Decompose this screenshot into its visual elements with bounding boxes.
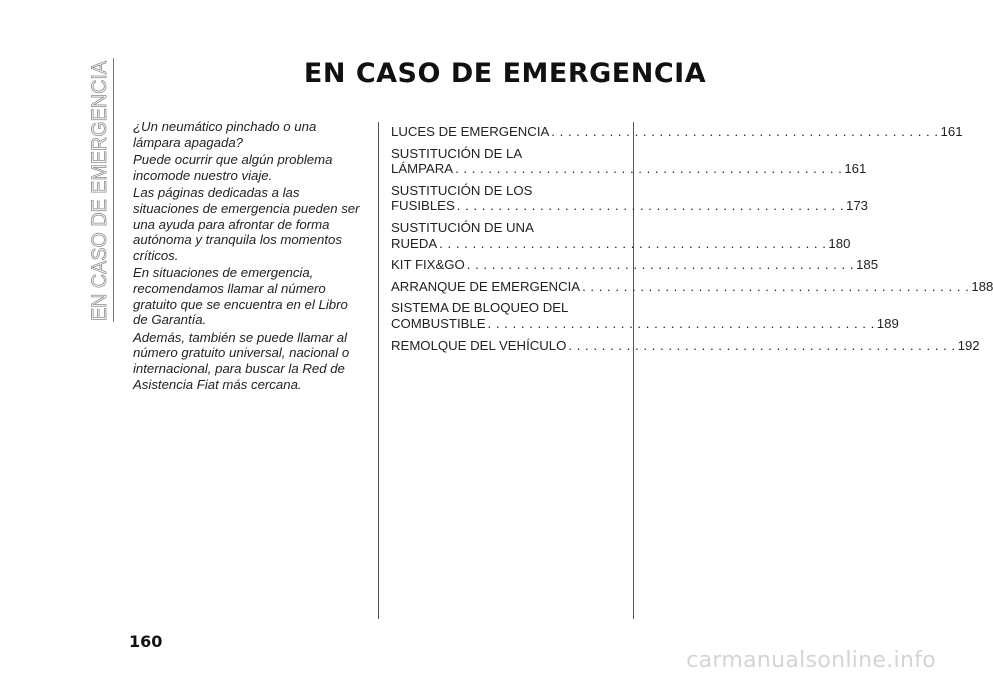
page-title: EN CASO DE EMERGENCIA (303, 58, 707, 89)
toc-entry-title-line: SUSTITUCIÓN DE UNA (391, 219, 534, 235)
toc-page-number: 161 (844, 161, 867, 177)
toc-leader-dots: . . . . . . . . . . . . . . . . . . . . . . . . . . . . . . . . . . . . . . . . . . . . . . . (487, 315, 875, 331)
toc-entry[interactable] (391, 182, 869, 214)
intro-paragraph: Además, también se puede llamar al número gratuito universal, nacional o internacional, para buscar la Red de Asistencia Fiat más cercana. (133, 329, 350, 392)
toc-entry[interactable] (391, 300, 899, 331)
toc-entry-title: RUEDA (391, 235, 438, 251)
column-divider-left (378, 122, 379, 619)
toc-page-number: 188 (971, 278, 993, 294)
toc-entry[interactable] (391, 145, 867, 177)
toc-entry[interactable] (391, 219, 851, 251)
toc-entry-title: REMOLQUE DEL VEHÍCULO (391, 337, 567, 353)
intro-paragraph: ¿Un neumático pinchado o una lámpara apagada? (133, 119, 317, 150)
toc-page-number: 180 (828, 235, 851, 251)
intro-text (133, 119, 363, 394)
column-divider-right (633, 122, 634, 619)
toc-leader-dots: . . . . . . . . . . . . . . . . . . . . . . . . . . . . . . . . . . . . . . . . . . . . . . . (568, 337, 956, 353)
toc-entry-title: LÁMPARA (391, 161, 454, 177)
toc-page-number: 192 (957, 337, 980, 353)
toc-entry-title: ARRANQUE DE EMERGENCIA (391, 278, 581, 294)
page-number: 160 (129, 632, 163, 651)
watermark: carmanualsonline.info (686, 648, 936, 673)
toc-leader-dots: . . . . . . . . . . . . . . . . . . . . . . . . . . . . . . . . . . . . . . . . . . . . . . . (551, 124, 939, 139)
intro-paragraph: Puede ocurrir que algún problema incomode nuestro viaje. (133, 152, 333, 183)
toc-leader-dots: . . . . . . . . . . . . . . . . . . . . . . . . . . . . . . . . . . . . . . . . . . . . . . . (455, 161, 843, 177)
toc-page-number: 161 (940, 124, 963, 139)
toc-entry-title-line: SUSTITUCIÓN DE LOS (391, 182, 533, 198)
side-section-tab-text: EN CASO DE EMERGENCIA (88, 44, 111, 321)
intro-paragraph: Las páginas dedicadas a las situaciones de emergencia pueden ser una ayuda para afrontar de forma autónoma y tranquila los momentos críticos. (133, 185, 360, 263)
toc-entry[interactable] (391, 278, 993, 295)
toc-entry-title: COMBUSTIBLE (391, 315, 486, 331)
toc-leader-dots: . . . . . . . . . . . . . . . . . . . . . . . . . . . . . . . . . . . . . . . . . . . . . . . (582, 278, 970, 294)
toc-entry-title: FUSIBLES (391, 198, 455, 214)
toc-entry[interactable] (391, 257, 879, 273)
table-of-contents (391, 124, 993, 359)
toc-entry[interactable] (391, 124, 963, 140)
toc-entry-title-line: SUSTITUCIÓN DE LA (391, 145, 523, 161)
toc-page-number: 189 (876, 315, 899, 331)
intro-paragraph: En situaciones de emergencia, recomendamos llamar al número gratuito que se encuentra en el Libro de Garantía. (133, 265, 348, 328)
toc-leader-dots: . . . . . . . . . . . . . . . . . . . . . . . . . . . . . . . . . . . . . . . . . . . . . . . (466, 257, 855, 273)
toc-entry[interactable] (391, 337, 980, 354)
toc-entry-title-line: SISTEMA DE BLOQUEO DEL (391, 300, 569, 316)
toc-page-number: 185 (856, 257, 879, 273)
side-section-tab (86, 44, 114, 322)
toc-entry-title: LUCES DE EMERGENCIA (391, 124, 550, 139)
toc-leader-dots: . . . . . . . . . . . . . . . . . . . . . . . . . . . . . . . . . . . . . . . . . . . . . . . (456, 198, 845, 214)
side-tab-divider (113, 58, 114, 322)
toc-leader-dots: . . . . . . . . . . . . . . . . . . . . . . . . . . . . . . . . . . . . . . . . . . . . . . . (439, 235, 827, 251)
toc-entry-title: KIT FIX&GO (391, 257, 465, 273)
toc-page-number: 173 (846, 198, 869, 214)
